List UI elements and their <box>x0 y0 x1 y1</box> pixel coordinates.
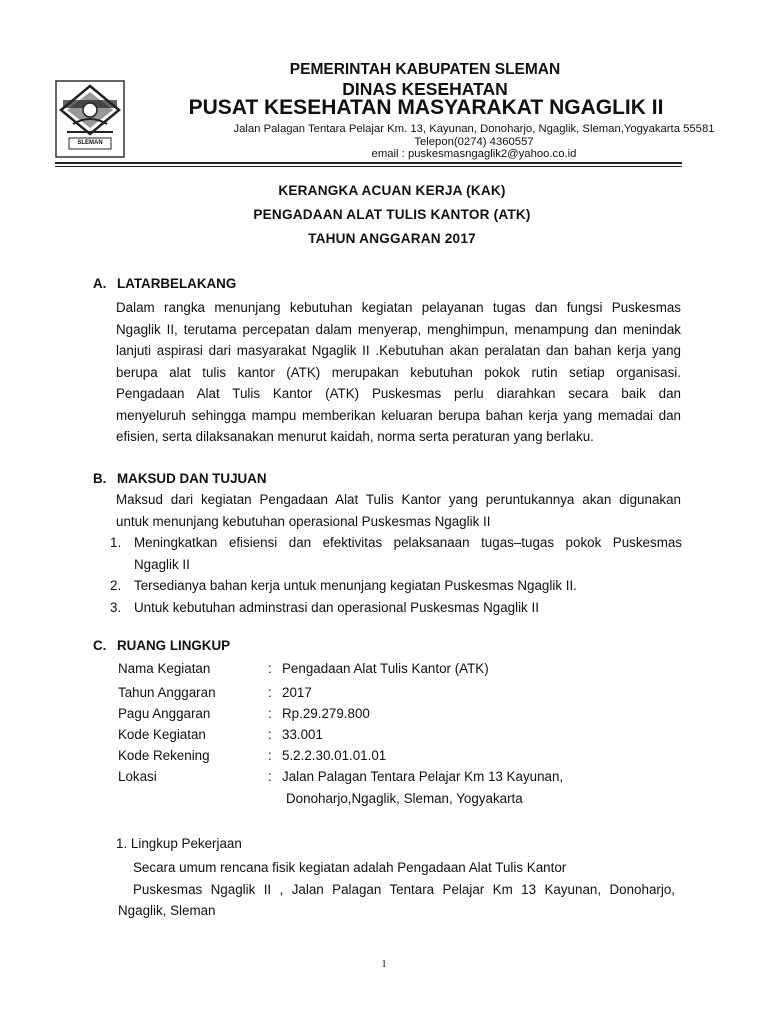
section-b-letter: B. <box>93 471 107 486</box>
list-item-number: 3. <box>110 599 122 615</box>
list-item <box>110 575 682 597</box>
subsection-number: 1. <box>116 836 128 851</box>
scope-value: 33.001 <box>282 727 323 742</box>
scope-value: 2017 <box>282 685 312 700</box>
header-address: Jalan Palagan Tentara Pelajar Km. 13, Kayunan, Donoharjo, Ngaglik, Sleman,Yogyakarta 55581 <box>233 123 715 135</box>
scope-row-nama-kegiatan <box>118 661 489 676</box>
subsection-lingkup-heading <box>116 836 242 851</box>
section-c-title: RUANG LINGKUP <box>117 638 231 653</box>
paragraph-line: berupa alat tulis kantor (ATK) merupakan kebutuhan pokok rutin setiap organisasi. <box>116 364 681 380</box>
paragraph-line: Ngaglik, Sleman <box>118 903 216 918</box>
doc-title-year: TAHUN ANGGARAN 2017 <box>308 231 476 246</box>
scope-row-kode-rekening <box>118 748 386 763</box>
header-rule-thick <box>55 162 682 164</box>
doc-title-kak: KERANGKA ACUAN KERJA (KAK) <box>278 183 506 198</box>
header-phone: Telepon(0274) 4360557 <box>414 136 534 148</box>
scope-key: Kode Kegiatan <box>118 727 206 742</box>
subsection-lingkup-paragraph <box>118 857 675 922</box>
scope-row-kode-kegiatan <box>118 727 323 742</box>
scope-value: Jalan Palagan Tentara Pelajar Km 13 Kayunan, <box>282 769 564 784</box>
scope-colon: : <box>268 769 272 784</box>
header-government: PEMERINTAH KABUPATEN SLEMAN <box>289 61 561 78</box>
section-c-heading <box>93 638 230 653</box>
section-b-heading <box>93 471 267 486</box>
section-a-paragraph <box>116 297 681 448</box>
list-item-text: Meningkatkan efisiensi dan efektivitas pelaksanaan tugas–tugas pokok Puskesmas <box>134 535 682 550</box>
header-department: DINAS KESEHATAN <box>342 79 508 99</box>
paragraph-line: untuk menunjang kebutuhan operasional Puskesmas Ngaglik II <box>116 513 491 529</box>
header-email: email : puskesmasngaglik2@yahoo.co.id <box>371 148 577 160</box>
paragraph-line: Ngaglik II, terutama percepatan dalam menyerap, menghimpun, menampung dan menindak <box>116 321 681 337</box>
scope-colon: : <box>268 748 272 763</box>
doc-title-atk: PENGADAAN ALAT TULIS KANTOR (ATK) <box>253 207 531 222</box>
page-number: 1 <box>381 958 387 970</box>
subsection-title: Lingkup Pekerjaan <box>130 836 242 851</box>
list-item-number: 2. <box>110 578 122 593</box>
list-item <box>110 532 682 575</box>
header-institution: PUSAT KESEHATAN MASYARAKAT NGAGLIK II <box>188 96 664 119</box>
scope-value: 5.2.2.30.01.01.01 <box>282 748 387 763</box>
list-item <box>110 597 682 619</box>
list-item-text: Tersedianya bahan kerja untuk menunjang kegiatan Puskesmas Ngaglik II. <box>134 578 577 593</box>
paragraph-line: Pengadaan Alat Tulis Kantor (ATK) Puskesmas perlu diarahkan secara baik dan <box>116 386 681 401</box>
section-b-intro <box>116 489 681 532</box>
scope-key: Tahun Anggaran <box>118 685 216 700</box>
scope-key: Lokasi <box>118 769 157 784</box>
paragraph-line: efisien, serta dilaksanakan menurut kaidah, norma serta peraturan yang berlaku. <box>116 429 594 444</box>
paragraph-line: Puskesmas Ngaglik II , Jalan Palagan Tentara Pelajar Km 13 Kayunan, Donoharjo, <box>133 881 675 897</box>
scope-key: Nama Kegiatan <box>118 661 211 676</box>
scope-colon: : <box>268 685 272 700</box>
logo-label: SLEMAN <box>77 140 103 146</box>
scope-value: Rp.29.279.800 <box>282 706 370 721</box>
section-a-heading <box>93 276 236 291</box>
section-b-title: MAKSUD DAN TUJUAN <box>117 471 267 486</box>
list-item-number: 1. <box>110 535 122 550</box>
scope-colon: : <box>268 727 272 742</box>
scope-key: Pagu Anggaran <box>118 706 211 721</box>
paragraph-line: Maksud dari kegiatan Pengadaan Alat Tulis Kantor yang peruntukannya akan digunakan <box>116 492 681 507</box>
section-b-list <box>110 532 682 618</box>
section-a-title: LATARBELAKANG <box>117 276 237 291</box>
paragraph-line: menyeluruh sehingga mampu memberikan keluaran berupa bahan kerja yang memadai dan <box>116 407 681 423</box>
list-item-text-cont: Ngaglik II <box>134 556 190 572</box>
scope-row-pagu-anggaran <box>118 706 370 721</box>
section-c-letter: C. <box>93 638 107 653</box>
scope-colon: : <box>268 661 272 676</box>
scope-row-lokasi <box>118 769 563 784</box>
scope-lokasi-continued: Donoharjo,Ngaglik, Sleman, Yogyakarta <box>286 791 523 806</box>
scope-row-tahun-anggaran <box>118 685 312 700</box>
header-rule-thin <box>55 166 682 167</box>
scope-colon: : <box>268 706 272 721</box>
list-item-text: Untuk kebutuhan adminstrasi dan operasional Puskesmas Ngaglik II <box>134 599 539 615</box>
paragraph-line: lanjuti aspirasi dari masyarakat Ngaglik II .Kebutuhan akan peralatan dan bahan kerja yang <box>116 343 681 358</box>
section-a-letter: A. <box>93 276 107 291</box>
scope-key: Kode Rekening <box>118 748 210 763</box>
paragraph-line: Dalam rangka menunjang kebutuhan kegiatan pelayanan tugas dan fungsi Puskesmas <box>116 300 681 315</box>
scope-value: Pengadaan Alat Tulis Kantor (ATK) <box>282 661 489 676</box>
paragraph-line: Secara umum rencana fisik kegiatan adalah Pengadaan Alat Tulis Kantor <box>133 860 567 875</box>
